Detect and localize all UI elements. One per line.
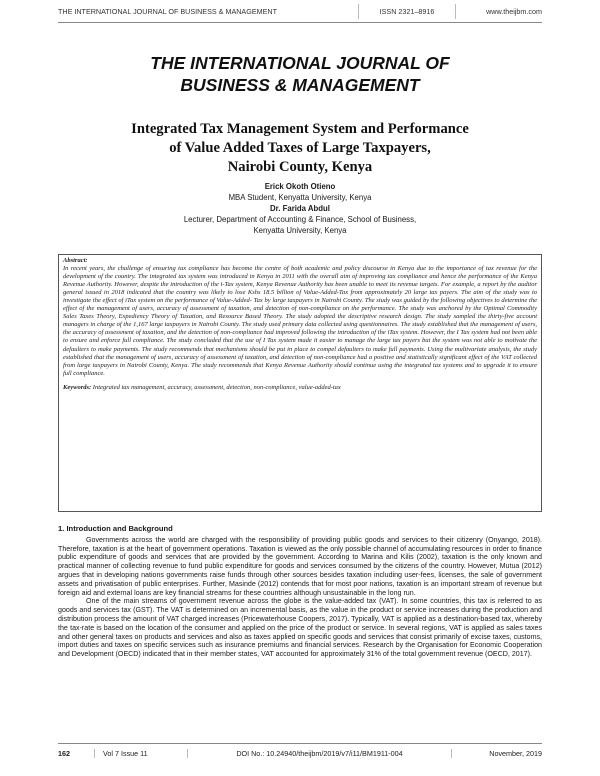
paper-title-line-3: Nairobi County, Kenya — [227, 159, 373, 175]
publication-date: November, 2019 — [489, 748, 542, 758]
journal-title-line-2: BUSINESS & MANAGEMENT — [180, 75, 420, 95]
keywords — [63, 384, 537, 392]
header-rule — [58, 22, 542, 23]
intro-paragraph-2: One of the main streams of government revenue across the globe is the value-added tax (VAT). In some countries, this tax is referred to as goods and services tax (GST). The VAT is determined on an incremental basis, as the value in the product or service increases during the production and distribution process the amount of VAT charged increases (Pricewaterhouse Coopers, 2017). Typically, VAT is applied as a destination-based tax, whereby the tax-rate is based on the location of the consumer and applied on the price of the product or service. In several regions, VAT is applied as sales taxes and other general taxes on products and services and also as taxes applied on specific goods and services that consist primarily of excise taxes, customs, import duties and taxes on specific services such as insurance premiums and financial services. Research by the Organisation for Economic Cooperation and Development (OECD) indicated that in their member states, VAT accounted for approximately 31% of the total government revenue (OECD, 2017). — [58, 597, 542, 659]
section-heading: 1. Introduction and Background — [58, 524, 173, 533]
paper-title-line-2: of Value Added Taxes of Large Taxpayers, — [169, 140, 431, 156]
author-1-affiliation: MBA Student, Kenyatta University, Kenya — [228, 193, 372, 202]
running-footer — [58, 746, 542, 760]
page-number: 162 — [58, 748, 70, 758]
header-website-link[interactable]: www.theijbm.com — [486, 6, 542, 16]
volume-issue: Vol 7 Issue 11 — [94, 749, 187, 758]
journal-title — [70, 52, 530, 96]
paper-title — [70, 120, 530, 177]
author-2-affiliation-line-2: Kenyatta University, Kenya — [253, 226, 347, 235]
header-journal-name: THE INTERNATIONAL JOURNAL OF BUSINESS & MANAGEMENT — [58, 6, 277, 16]
keywords-label: Keywords: — [63, 383, 92, 391]
abstract-box — [58, 254, 542, 512]
author-2-name: Dr. Farida Abdul — [270, 204, 330, 213]
intro-paragraph-1: Governments across the world are charged with the responsibility of providing public goods and services to their citizenry (Onyango, 2018). Therefore, taxation is at the heart of government operations. Taxation is viewed as the only possible channel of accumulating resources in order to finance public expenditure of goods and services that are provided by the government. According to Marina and Kilis (2002), taxation is the only known and practical manner of collecting revenue to fund public expenditure for goods and services consumed by the citizens of the country. However, Mutua (2012) argues that in developing nations governments raise funds through other sources besides taxation including user-fees, licenses, the sale of government assets and privatisation of public enterprises. Further, Masinde (2012) contends that for most poor nations, taxation is an important stream of revenue but foreign aid and external loans are key financial streams for these countries although unsustainable in the long run. — [58, 535, 542, 597]
abstract-body: In recent years, the challenge of ensuring tax compliance has become the centre of both academic and policy discourse in Kenya due to the importance of tax revenue for the development of the country. The integrated tax system was introduced in Kenya in 2011 with the overall aim of improving tax compliance and hence the performance of the Kenya Revenue Authority. However, despite the introduction of the i-Tax system, Kenya Revenue Authority has been unable to meet its revenue targets. For example, a report by the auditor general issued in 2018 indicated that the country was likely to lose Kshs 18.5 billion of Value-Added-Tax from approximately 20 large tax payers. The aim of the study was to investigate the effect of iTax system on the performance of Value-Added- Tax by large taxpayers in Nairobi County. The study was guided by the following objectives to determine the effect of the management of users, accuracy of assessment of taxation, and detection of non-compliance on the performance. The study was anchored by the Optimal Commodity Sales Taxes Theory, Expediency Theory of Taxation, and Resource Based Theory. The study adopted the descriptive research design. The study sampled the thirty-five account managers in charge of the 1,167 large taxpayers in Nairobi County. The study used primary data collected using questionnaires. The study established that the management of users, the accuracy of assessment of taxation, and the detection of non-compliance had improved following the introduction of the iTax system. However, the I Tax system had not been able to ensure and enforce full compliance. The study concluded that the use of I Tax system made it easier to manage the large tax payers but the system was not able to motivate the defaulters to make payments. The study recommends that mechanisms should be put in place to compel defaulters to make full payments. Using the multivariate analysis, the study established that the management of users, accuracy of assessment of taxation, and detection of non-compliance had a positive and statistically significant effect of the VAT collected from large taxpayers in Nairobi County, Kenya. The study recommends that Kenya Revenue Authority should continue using the integrated tax systems and to upgrade it to ensure full compliance. — [63, 265, 537, 377]
header-issn: ISSN 2321–8916 — [358, 4, 456, 19]
keywords-text: Integrated tax management, accuracy, assessment, detection, non-compliance, value-added-tax — [92, 383, 341, 391]
introduction-section — [58, 525, 542, 659]
paper-title-line-1: Integrated Tax Management System and Performance — [131, 121, 469, 137]
running-header — [58, 0, 542, 22]
doi: DOI No.: 10.24940/theijbm/2019/v7/i11/BM1911-004 — [187, 749, 452, 758]
footer-rule — [58, 743, 542, 744]
author-block — [100, 181, 500, 236]
abstract-heading: Abstract: — [63, 257, 88, 264]
author-1-name: Erick Okoth Otieno — [264, 182, 336, 191]
journal-title-line-1: THE INTERNATIONAL JOURNAL OF — [150, 53, 450, 73]
author-2-affiliation-line-1: Lecturer, Department of Accounting & Finance, School of Business, — [183, 215, 417, 224]
